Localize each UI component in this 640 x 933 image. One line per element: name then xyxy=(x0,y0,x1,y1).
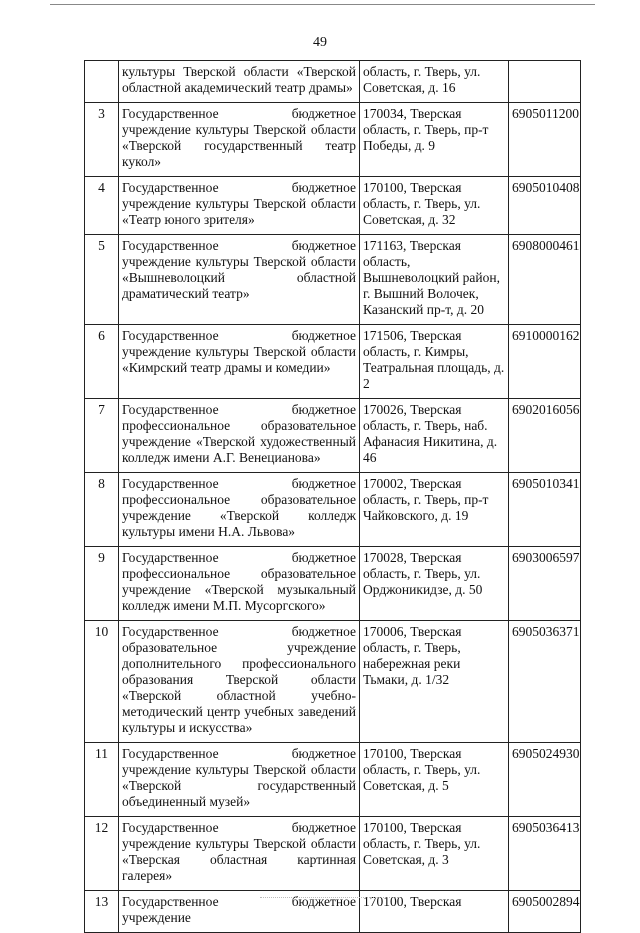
institution-address: 170100, Тверская область, г. Тверь, ул. Советская, д. 32 xyxy=(360,177,509,235)
table-row xyxy=(85,743,581,817)
institution-address: 170100, Тверская xyxy=(360,891,509,933)
institution-name: Государственное бюджетное учреждение культуры Тверской области «Театр юного зрителя» xyxy=(119,177,360,235)
institution-inn xyxy=(509,61,581,103)
institution-address: область, г. Тверь, ул. Советская, д. 16 xyxy=(360,61,509,103)
institution-address: 170100, Тверская область, г. Тверь, ул. Советская, д. 3 xyxy=(360,817,509,891)
institution-name: Государственное бюджетное учреждение культуры Тверской области «Тверской государственный театр кукол» xyxy=(119,103,360,177)
row-number: 5 xyxy=(85,235,119,325)
table-row xyxy=(85,235,581,325)
institution-address: 171506, Тверская область, г. Кимры, Театральная площадь, д. 2 xyxy=(360,325,509,399)
institution-inn: 6905010408 xyxy=(509,177,581,235)
institution-inn: 6902016056 xyxy=(509,399,581,473)
institution-inn: 6905011200 xyxy=(509,103,581,177)
institution-inn: 6905010341 xyxy=(509,473,581,547)
institution-inn: 6910000162 xyxy=(509,325,581,399)
institution-name: Государственное бюджетное профессиональное образовательное учреждение «Тверской колледж культуры имени Н.А. Львова» xyxy=(119,473,360,547)
institution-name: Государственное бюджетное профессиональное образовательное учреждение «Тверской художественный колледж имени А.Г. Венецианова» xyxy=(119,399,360,473)
institution-name: Государственное бюджетное учреждение культуры Тверской области «Вышневолоцкий областной драматический театр» xyxy=(119,235,360,325)
institution-name: Государственное бюджетное учреждение xyxy=(119,891,360,933)
institutions-table xyxy=(84,60,581,933)
page-number: 49 xyxy=(313,35,327,50)
institution-name: Государственное бюджетное профессиональное образовательное учреждение «Тверской музыкальный колледж имени М.П. Мусоргского» xyxy=(119,547,360,621)
institution-inn: 6908000461 xyxy=(509,235,581,325)
institution-inn: 6905036413 xyxy=(509,817,581,891)
institution-address: 171163, Тверская область, Вышневолоцкий район, г. Вышний Волочек, Казанский пр-т, д. 20 xyxy=(360,235,509,325)
row-number: 3 xyxy=(85,103,119,177)
table-row xyxy=(85,473,581,547)
table-row xyxy=(85,103,581,177)
institution-inn: 6905036371 xyxy=(509,621,581,743)
institution-inn: 6905024930 xyxy=(509,743,581,817)
table-row xyxy=(85,177,581,235)
table-row xyxy=(85,61,581,103)
institution-address: 170028, Тверская область, г. Тверь, ул. Орджоникидзе, д. 50 xyxy=(360,547,509,621)
row-number: 7 xyxy=(85,399,119,473)
institution-name: Государственное бюджетное образовательное учреждение дополнительного профессионального образования Тверской области «Тверской областной учебно-методический центр учебных заведений культуры и искусства» xyxy=(119,621,360,743)
institution-name: Государственное бюджетное учреждение культуры Тверской области «Тверской государственный объединенный музей» xyxy=(119,743,360,817)
scan-artifact xyxy=(260,897,400,898)
table-row xyxy=(85,547,581,621)
row-number: 9 xyxy=(85,547,119,621)
row-number xyxy=(85,61,119,103)
table-row xyxy=(85,817,581,891)
institution-address: 170026, Тверская область, г. Тверь, наб. Афанасия Никитина, д. 46 xyxy=(360,399,509,473)
page-top-rule xyxy=(50,4,595,5)
institution-address: 170100, Тверская область, г. Тверь, ул. Советская, д. 5 xyxy=(360,743,509,817)
row-number: 4 xyxy=(85,177,119,235)
row-number: 11 xyxy=(85,743,119,817)
institution-inn: 6903006597 xyxy=(509,547,581,621)
institution-address: 170002, Тверская область, г. Тверь, пр-т Чайковского, д. 19 xyxy=(360,473,509,547)
table-row xyxy=(85,325,581,399)
institution-address: 170006, Тверская область, г. Тверь, набережная реки Тьмаки, д. 1/32 xyxy=(360,621,509,743)
institution-address: 170034, Тверская область, г. Тверь, пр-т Победы, д. 9 xyxy=(360,103,509,177)
row-number: 12 xyxy=(85,817,119,891)
table-row xyxy=(85,399,581,473)
row-number: 6 xyxy=(85,325,119,399)
row-number: 8 xyxy=(85,473,119,547)
row-number: 13 xyxy=(85,891,119,933)
row-number: 10 xyxy=(85,621,119,743)
table-row xyxy=(85,621,581,743)
institution-name: культуры Тверской области «Тверской областной академический театр драмы» xyxy=(119,61,360,103)
institution-name: Государственное бюджетное учреждение культуры Тверской области «Тверская областная картинная галерея» xyxy=(119,817,360,891)
institution-name: Государственное бюджетное учреждение культуры Тверской области «Кимрский театр драмы и комедии» xyxy=(119,325,360,399)
institution-inn: 6905002894 xyxy=(509,891,581,933)
